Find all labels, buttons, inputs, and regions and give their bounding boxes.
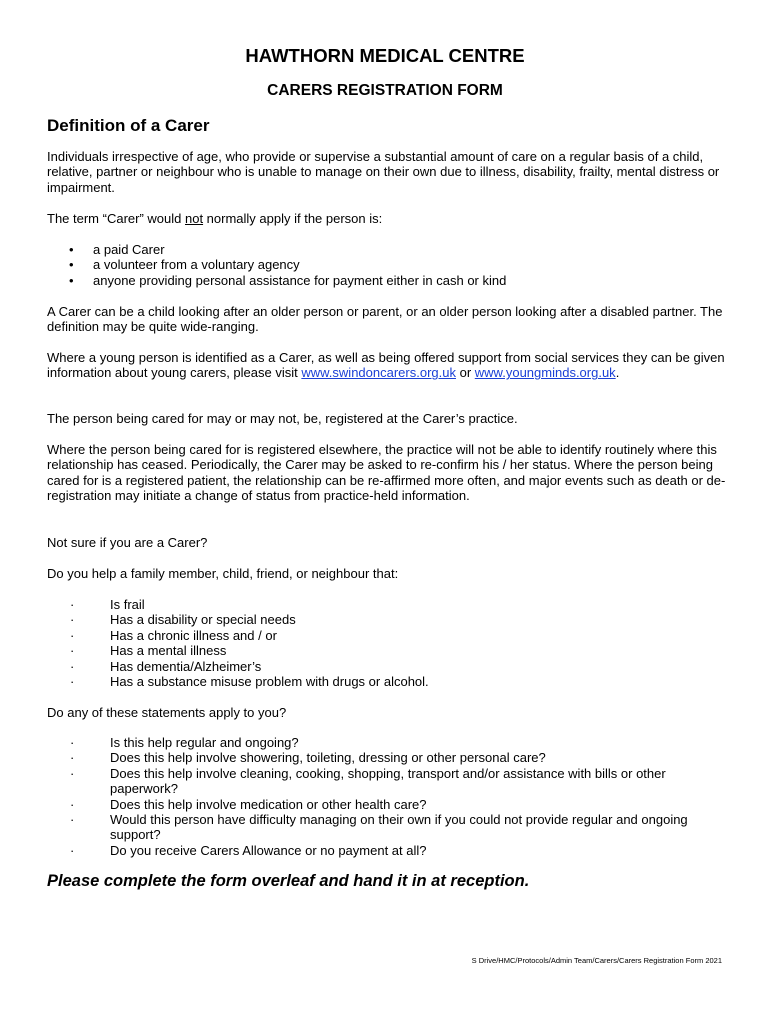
- statements-prompt: Do any of these statements apply to you?: [47, 705, 287, 720]
- section-heading: Definition of a Carer: [47, 116, 210, 135]
- dot-marker: ·: [70, 750, 75, 766]
- conditions-list: [47, 597, 727, 689]
- bullet-marker: •: [69, 257, 74, 273]
- help-prompt: Do you help a family member, child, friend, or neighbour that:: [47, 566, 399, 581]
- dot-marker: ·: [70, 842, 75, 858]
- list-item: [47, 242, 727, 257]
- list-item-text: Has a disability or special needs: [110, 612, 296, 628]
- list-item-text: Does this help involve medication or other health care?: [110, 796, 427, 812]
- list-item-text: Has dementia/Alzheimer’s: [110, 658, 262, 674]
- exclusions-list: [47, 242, 727, 288]
- list-item: [47, 797, 727, 812]
- registered-elsewhere-paragraph: Where the person being cared for is registered elsewhere, the practice will not be able to identify routinely where this relationship has ceased. Periodically, the Carer may be asked to re-confirm his / her status. Where the person being cared for is a registered patient, the relationship can be re-affirmed more often, and major events such as death or de-registration may initiate a change of status from practice-held information.: [47, 442, 726, 504]
- list-item: [47, 643, 727, 658]
- statements-list: [47, 735, 727, 858]
- page-title: HAWTHORN MEDICAL CENTRE: [245, 45, 525, 66]
- young-text-mid: or: [455, 365, 475, 381]
- dot-marker: ·: [70, 597, 75, 612]
- footer-file-path: S Drive/HMC/Protocols/Admin Team/Carers/Carers Registration Form 2021: [471, 956, 722, 965]
- child-carer-paragraph: A Carer can be a child looking after an older person or parent, or an older person looking after a disabled partner. The definition may be quite wide-ranging.: [47, 304, 723, 335]
- list-item: [47, 735, 727, 750]
- list-item: [47, 612, 727, 627]
- young-text-after: .: [615, 365, 620, 381]
- term-paragraph: [47, 211, 727, 226]
- list-item-text: anyone providing personal assistance for payment either in cash or kind: [93, 272, 507, 288]
- closing-instruction: Please complete the form overleaf and hand it in at reception.: [47, 872, 530, 890]
- list-item: [47, 628, 727, 643]
- not-sure-question: Not sure if you are a Carer?: [47, 535, 208, 550]
- list-item-text: Is frail: [110, 597, 145, 612]
- definition-paragraph: Individuals irrespective of age, who provide or supervise a substantial amount of care on a regular basis of a child, relative, partner or neighbour who is unable to manage on their own due to illness, disability, frailty, mental distress or impairment.: [47, 149, 720, 195]
- young-text-before: Where a young person is identified as a Carer, as well as being offered support from social services they can be given information about young carers, please visit: [47, 350, 725, 381]
- list-item-text: Do you receive Carers Allowance or no payment at all?: [110, 842, 427, 858]
- list-item: [47, 750, 727, 765]
- youngminds-link[interactable]: www.youngminds.org.uk: [474, 365, 616, 381]
- list-item: [47, 812, 727, 843]
- registered-paragraph: The person being cared for may or may not, be, registered at the Carer’s practice.: [47, 411, 518, 426]
- bullet-marker: •: [69, 242, 74, 257]
- list-item-text: Would this person have difficulty managing on their own if you could not provide regular and ongoing support?: [110, 812, 688, 843]
- dot-marker: ·: [70, 735, 75, 750]
- list-item: [47, 674, 727, 689]
- term-underlined-word: not: [184, 211, 204, 226]
- list-item: [47, 843, 727, 858]
- dot-marker: ·: [70, 658, 75, 674]
- dot-marker: ·: [70, 627, 75, 643]
- list-item: [47, 597, 727, 612]
- list-item-text: a volunteer from a voluntary agency: [93, 257, 300, 273]
- list-item-text: Is this help regular and ongoing?: [110, 735, 299, 750]
- swindon-carers-link[interactable]: www.swindoncarers.org.uk: [301, 365, 456, 381]
- list-item-text: Does this help involve showering, toileting, dressing or other personal care?: [110, 750, 546, 766]
- list-item-text: Has a substance misuse problem with drugs or alcohol.: [110, 674, 429, 690]
- form-subtitle: CARERS REGISTRATION FORM: [267, 82, 503, 99]
- list-item-text: Does this help involve cleaning, cooking, shopping, transport and/or assistance with bills or other paperwork?: [110, 765, 666, 797]
- term-text-after: normally apply if the person is:: [203, 211, 383, 226]
- bullet-marker: •: [69, 272, 74, 288]
- dot-marker: ·: [70, 674, 75, 690]
- dot-marker: ·: [70, 812, 75, 828]
- list-item-text: Has a mental illness: [110, 643, 227, 659]
- young-carer-paragraph: [47, 350, 727, 381]
- list-item: [47, 766, 727, 797]
- list-item: [47, 257, 727, 272]
- dot-marker: ·: [70, 612, 75, 628]
- dot-marker: ·: [70, 796, 75, 812]
- dot-marker: ·: [70, 643, 75, 659]
- list-item-text: a paid Carer: [93, 242, 165, 257]
- list-item-text: Has a chronic illness and / or: [110, 627, 277, 643]
- list-item: [47, 273, 727, 288]
- list-item: [47, 659, 727, 674]
- dot-marker: ·: [70, 765, 75, 781]
- term-text-before: The term “Carer” would: [47, 211, 185, 226]
